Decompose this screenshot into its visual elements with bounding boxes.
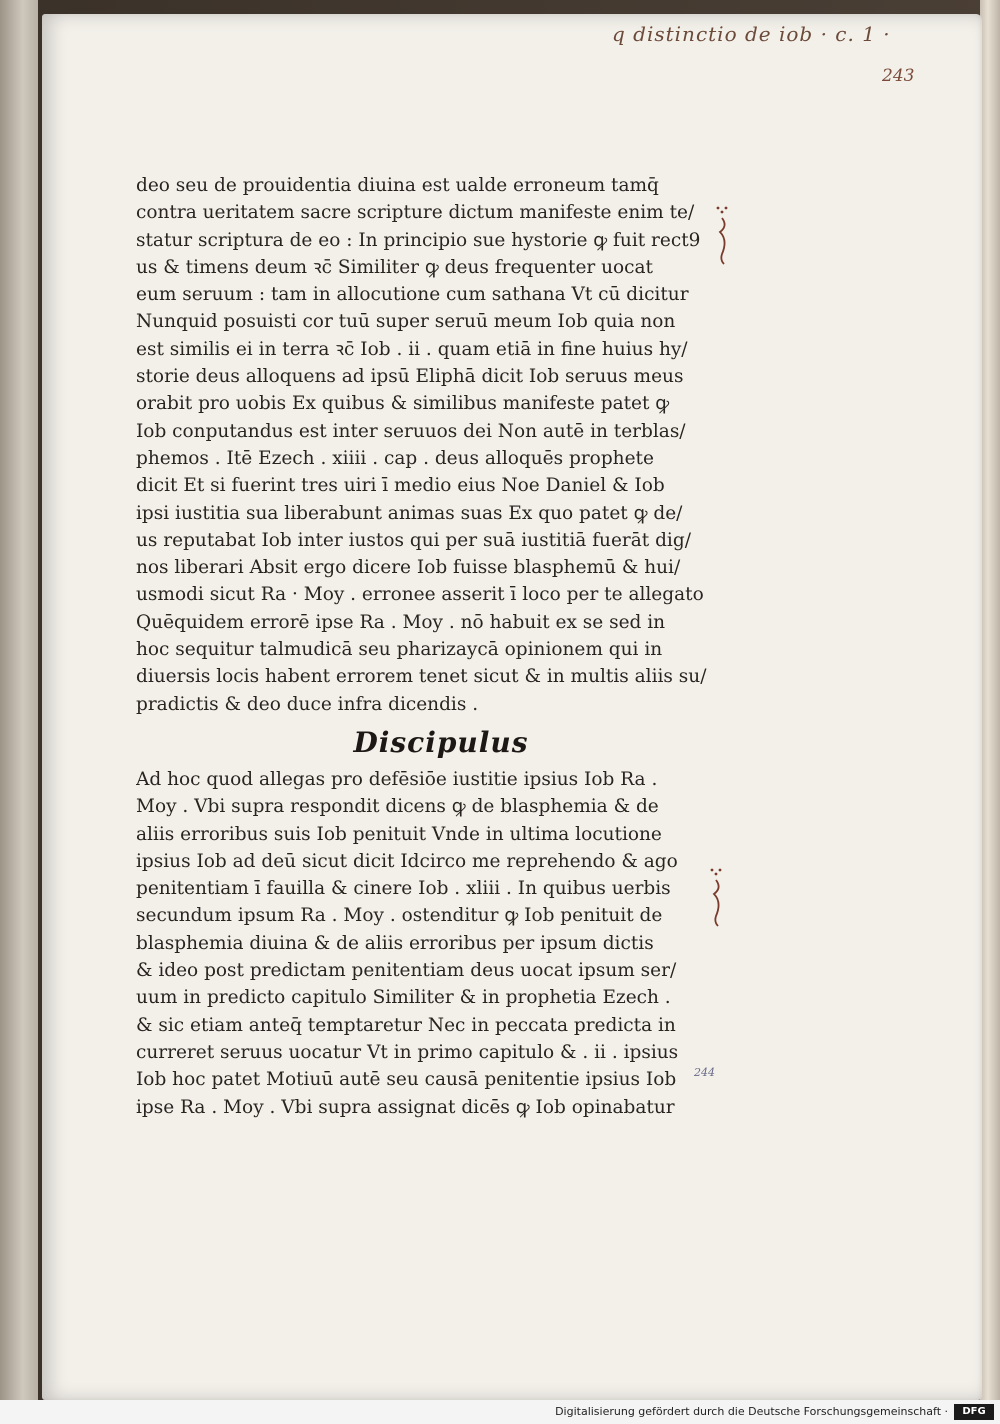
dfg-logo: DFG: [954, 1404, 994, 1420]
funding-credit: Digitalisierung gefördert durch die Deutsche Forschungsgemeinschaft ·: [555, 1405, 948, 1418]
text-line: Iob hoc patet Motiuū autē seu causā penitentie ipsius Iob: [136, 1069, 677, 1091]
paragraph-bottom: [136, 766, 746, 1121]
text-line: statur scriptura de eo : In principio sue hystorie ꝙ fuit rect9: [136, 229, 701, 251]
text-line: Ad hoc quod allegas pro defēsiōe iustitie ipsius Iob Ra .: [136, 768, 658, 790]
text-line: pradictis & deo duce infra dicendis .: [136, 693, 479, 715]
digitization-footer: [0, 1400, 1000, 1424]
text-line: aliis erroribus suis Iob penituit Vnde in ultima locutione: [136, 823, 662, 845]
section-heading: Discipulus: [353, 725, 529, 759]
text-line: contra ueritatem sacre scripture dictum manifeste enim te/: [136, 202, 695, 224]
bracket-mark-icon: [710, 202, 734, 266]
text-line: dicit Et si fuerint tres uiri ī medio eius Noe Daniel & Iob: [136, 475, 665, 497]
text-line: secundum ipsum Ra . Moy . ostenditur ꝙ Iob penituit de: [136, 905, 663, 927]
text-line: Moy . Vbi supra respondit dicens ꝙ de blasphemia & de: [136, 796, 659, 818]
text-line: nos liberari Absit ergo dicere Iob fuisse blasphemū & hui/: [136, 557, 681, 579]
previous-page-edge: [0, 0, 38, 1400]
handwritten-header-note: q distinctio de iob · c. 1 ·: [612, 22, 891, 46]
text-line: curreret seruus uocatur Vt in primo capitulo & . ii . ipsius: [136, 1041, 679, 1063]
paragraph-top: [136, 172, 746, 718]
text-line: uum in predicto capitulo Similiter & in prophetia Ezech .: [136, 987, 671, 1009]
marginal-bracket-mark: [710, 202, 734, 272]
text-line: diuersis locis habent errorem tenet sicut & in multis aliis su/: [136, 666, 707, 688]
text-line: ipsi iustitia sua liberabunt animas suas Ex quo patet ꝙ de/: [136, 502, 683, 524]
page-block-edge: [980, 0, 1000, 1400]
text-line: phemos . Itē Ezech . xiiii . cap . deus alloquēs prophete: [136, 447, 654, 469]
book-page: [42, 14, 982, 1400]
text-line: Nunquid posuisti cor tuū super seruū meum Iob quia non: [136, 311, 676, 333]
main-text-block: [136, 172, 746, 1121]
text-line: ipse Ra . Moy . Vbi supra assignat dicēs ꝙ Iob opinabatur: [136, 1096, 675, 1118]
text-line: Iob conputandus est inter seruuos dei Non autē in terblas/: [136, 420, 686, 442]
text-line: orabit pro uobis Ex quibus & similibus manifeste patet ꝙ: [136, 393, 670, 415]
small-folio-number: 244: [694, 1066, 715, 1079]
bracket-mark-icon: [704, 864, 728, 928]
marginal-bracket-mark: [704, 864, 728, 934]
text-line: penitentiam ī fauilla & cinere Iob . xliii . In quibus uerbis: [136, 878, 671, 900]
text-line: storie deus alloquens ad ipsū Eliphā dicit Iob seruus meus: [136, 366, 684, 388]
text-line: deo seu de prouidentia diuina est ualde erroneum tamq̄: [136, 175, 659, 196]
text-line: blasphemia diuina & de aliis erroribus per ipsum dictis: [136, 932, 654, 954]
text-line: Quēquidem errorē ipse Ra . Moy . nō habuit ex se sed in: [136, 611, 666, 633]
text-line: hoc sequitur talmudicā seu pharizaycā opinionem qui in: [136, 639, 663, 661]
text-line: us reputabat Iob inter iustos qui per suā iustitiā fuerāt dig/: [136, 529, 691, 551]
text-line: usmodi sicut Ra · Moy . erronee asserit ī loco per te allegato: [136, 584, 704, 606]
text-line: ipsius Iob ad deū sicut dicit Idcirco me reprehendo & ago: [136, 850, 678, 872]
text-line: & ideo post predictam penitentiam deus uocat ipsum ser/: [136, 960, 677, 982]
text-line: us & timens deum ꝛc̄ Similiter ꝙ deus frequenter uocat: [136, 256, 653, 278]
text-line: est similis ei in terra ꝛc̄ Iob . ii . quam etiā in fine huius hy/: [136, 338, 688, 360]
text-line: eum seruum : tam in allocutione cum sathana Vt cū dicitur: [136, 284, 689, 306]
folio-number: 243: [882, 66, 915, 86]
text-line: & sic etiam anteq̄ temptaretur Nec in peccata predicta in: [136, 1014, 676, 1036]
